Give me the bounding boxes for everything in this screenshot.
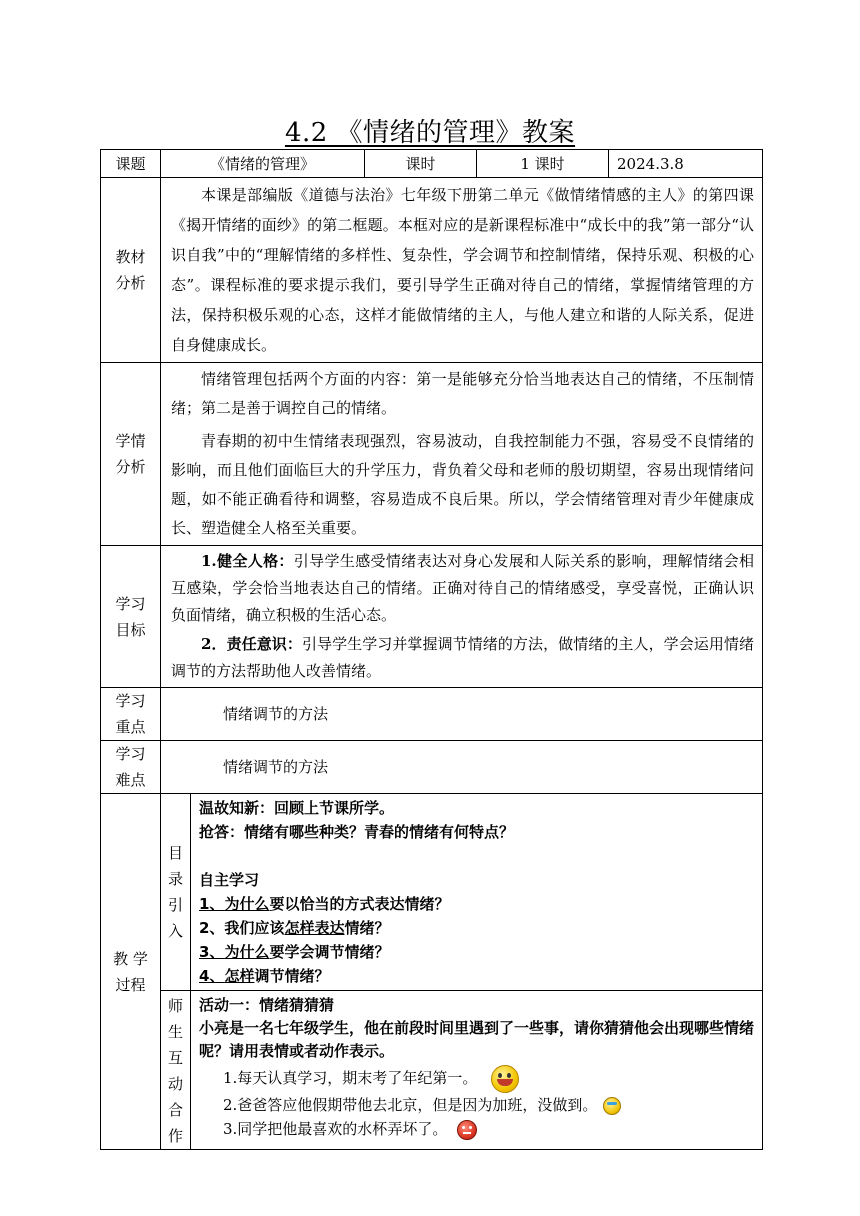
lesson-plan-table bbox=[100, 149, 763, 1150]
focus-label: 学习 重点 bbox=[101, 688, 161, 741]
review-line: 温故知新：回顾上节课所学。 bbox=[199, 799, 395, 817]
difficulty-text: 情绪调节的方法 bbox=[161, 741, 763, 794]
question-3: 3、为什么要学会调节情绪？ bbox=[199, 943, 390, 961]
quiz-line: 抢答：情绪有哪些种类？青春的情绪有何特点？ bbox=[199, 823, 515, 841]
self-study-line: 自主学习 bbox=[199, 871, 260, 889]
period-label: 课时 bbox=[365, 150, 477, 178]
focus-row bbox=[101, 688, 763, 741]
students-label: 学情 分析 bbox=[101, 363, 161, 546]
difficulty-label: 学习 难点 bbox=[101, 741, 161, 794]
learning-goals-row bbox=[101, 546, 763, 688]
textbook-text: 本课是部编版《道德与法治》七年级下册第二单元《做情绪情感的主人》的第四课《揭开情绪的面纱》的第二框题。本框对应的是新课程标准中“成长中的我”第一部分“认识自我”中的“理解情绪的多样性、复杂性，学会调节和控制情绪，保持乐观、积极的心态”。课程标准的要求提示我们，要引导学生正确对待自己的情绪，掌握情绪管理的方法，保持积极乐观的心态，这样才能做情绪的主人，与他人建立和谐的人际关系，促进自身健康成长。 bbox=[161, 178, 763, 363]
activity-item-1: 1.每天认真学习，期末考了年纪第一。 bbox=[199, 1063, 758, 1093]
date-value: 2024.3.8 bbox=[609, 150, 763, 178]
header-row bbox=[101, 150, 763, 178]
textbook-analysis-row bbox=[101, 178, 763, 363]
process-interaction-row bbox=[101, 991, 763, 1150]
period-value: 1 课时 bbox=[477, 150, 609, 178]
process-label: 教 学 过程 bbox=[101, 794, 161, 1150]
question-2: 2、我们应该怎样表达情绪？ bbox=[199, 919, 390, 937]
topic-label: 课题 bbox=[101, 150, 161, 178]
page-title: 4.2 《情绪的管理》教案 bbox=[284, 118, 576, 148]
angry-devil-icon bbox=[457, 1120, 477, 1140]
activity-item-3: 3.同学把他最喜欢的水杯弄坏了。 bbox=[199, 1117, 758, 1141]
goals-text: 1.健全人格：引导学生感受情绪表达对身心发展和人际关系的影响，理解情绪会相互感染，学会恰当地表达自己的情绪。正确对待自己的情绪感受，享受喜悦，正确认识负面情绪，确立积极的生活心态。 2．责任意识：引导学生学习并掌握调节情绪的方法，做情绪的主人，学会运用情绪调节的方法帮助他人改善情绪。 bbox=[161, 546, 763, 688]
goals-label: 学习 目标 bbox=[101, 546, 161, 688]
topic-value: 《情绪的管理》 bbox=[161, 150, 365, 178]
textbook-label: 教材 分析 bbox=[101, 178, 161, 363]
process-intro-row bbox=[101, 794, 763, 991]
crying-face-icon bbox=[603, 1097, 621, 1115]
students-text: 情绪管理包括两个方面的内容：第一是能够充分恰当地表达自己的情绪，不压制情绪；第二是善于调控自己的情绪。 青春期的初中生情绪表现强烈，容易波动，自我控制能力不强，容易受不良情绪的影响，而且他们面临巨大的升学压力，背负着父母和老师的殷切期望，容易出现情绪问题，如不能正确看待和调整，容易造成不良后果。所以，学会情绪管理对青少年健康成长、塑造健全人格至关重要。 bbox=[161, 363, 763, 546]
activity-item-2: 2.爸爸答应他假期带他去北京，但是因为加班，没做到。 bbox=[199, 1093, 758, 1117]
difficulty-row bbox=[101, 741, 763, 794]
activity-title: 活动一：情绪猜猜猜 bbox=[199, 996, 335, 1014]
intro-content bbox=[191, 794, 763, 991]
intro-label: 目 录 引 入 bbox=[161, 794, 191, 991]
focus-text: 情绪调节的方法 bbox=[161, 688, 763, 741]
student-analysis-row bbox=[101, 363, 763, 546]
activity-desc: 小亮是一名七年级学生，他在前段时间里遇到了一些事，请你猜猜他会出现哪些情绪呢？请用表情或者动作表示。 bbox=[199, 1019, 755, 1060]
interaction-label: 师 生 互 动 合 作 bbox=[161, 991, 191, 1150]
question-1: 1、为什么要以恰当的方式表达情绪？ bbox=[199, 895, 450, 913]
interaction-content bbox=[191, 991, 763, 1150]
question-4: 4、怎样调节情绪？ bbox=[199, 967, 330, 985]
grinning-face-icon bbox=[491, 1065, 519, 1093]
